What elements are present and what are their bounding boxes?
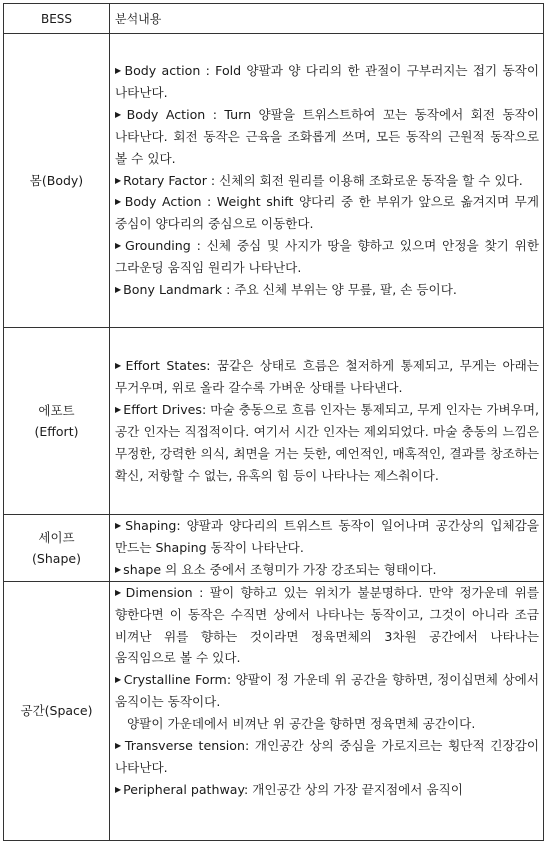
list-item: ▶ Bony Landmark : 주요 신체 부위는 양 무릎, 팔, 손 등이다.	[115, 282, 457, 298]
list-item: ▶ Body action : Fold 양팔과 양 다리의 한 관절이 구부러지는 접기 동작이 나타난다.	[115, 63, 539, 100]
list-item: ▶ Transverse tension: 개인공간 상의 중심을 가로지르는 횡단적 긴장감이 나타난다.	[115, 738, 539, 775]
category-label: 세이프	[38, 529, 75, 545]
list-item: ▶ Effort Drives: 마술 충동으로 흐름 인자는 통제되고, 무게 인자는 가벼우며, 공간 인자는 직접적이다. 여기서 시간 인자는 제외되었다. 마술 충동의 느낌은 무정한, 강력한 의식, 최면을 거는 듯한, 예언적인, 매혹적인, 결과를 창조하는 확신, 저항할 수 없는, 유혹의 힘 등이 나타나는 제스춰이다.	[115, 402, 540, 483]
triangle-bullet-icon: ▶	[115, 197, 123, 207]
triangle-bullet-icon: ▶	[115, 66, 123, 76]
list-item: ▶ Peripheral pathway: 개인공간 상의 가장 끝지점에서 움직이	[115, 781, 463, 797]
table-row	[4, 581, 544, 840]
triangle-bullet-icon: ▶	[115, 109, 125, 119]
list-item: ▶ Shaping: 양팔과 양다리의 트위스트 동작이 일어나며 공간상의 입체감을 만드는 Shaping 동작이 나타난다.	[115, 518, 539, 555]
list-item: 양팔이 가운데에서 비껴난 위 공간을 향하면 정육면체 공간이다.	[127, 716, 476, 732]
list-item: ▶ shape 의 요소 중에서 조형미가 가장 강조되는 형태이다.	[115, 561, 437, 577]
table-row	[4, 515, 544, 582]
content-cell-body	[110, 34, 544, 328]
list-item: ▶ Body Action : Turn 양팔을 트위스트하여 꼬는 동작에서 회전 동작이 나타난다. 회전 동작은 근육을 조화롭게 쓰며, 모든 동작의 근원적 동작으로 볼 수 있다.	[115, 106, 540, 166]
triangle-bullet-icon: ▶	[115, 405, 122, 415]
triangle-bullet-icon: ▶	[115, 175, 122, 185]
triangle-bullet-icon: ▶	[115, 285, 122, 295]
list-item: ▶ Dimension : 팔이 향하고 있는 위치가 불분명하다. 만약 정가운데 위를 향한다면 이 동작은 수직면 상에서 나타나는 동작이고, 그것이 아니라 조금 비껴난 위를 향하는 것이라면 정육면체의 3차원 공간에서 나타나는 움직임으로 볼 수 있다.	[115, 584, 539, 666]
header-bess: BESS	[4, 4, 110, 34]
category-cell-space	[4, 581, 110, 840]
triangle-bullet-icon: ▶	[115, 241, 123, 251]
list-item: ▶ Body Action : Weight shift 양다리 중 한 부위가 앞으로 옮겨지며 무게 중심이 양다리의 중심으로 이동한다.	[115, 194, 539, 232]
list-item: ▶ Rotary Factor : 신체의 회전 원리를 이용해 조화로운 동작을 할 수 있다.	[115, 172, 523, 188]
category-label: (Shape)	[32, 550, 81, 566]
triangle-bullet-icon: ▶	[115, 521, 124, 530]
triangle-bullet-icon: ▶	[115, 741, 123, 751]
category-label: 에포트	[38, 403, 75, 418]
category-label: (Effort)	[34, 424, 79, 439]
list-item: ▶ Effort States: 꿈같은 상태로 흐름은 철저하게 통제되고, 무게는 아래는 무거우며, 위로 올라 갈수록 가벼운 상태를 나타낸다.	[115, 358, 539, 396]
list-item: ▶ Crystalline Form: 양팔이 정 가운데 위 공간을 향하면, 정이십면체 상에서 움직이는 동작이다.	[115, 672, 539, 710]
category-label: 공간(Space)	[20, 703, 93, 719]
category-cell-body	[4, 34, 110, 328]
table-header-row	[4, 4, 544, 34]
list-item: ▶ Grounding : 신체 중심 및 사지가 땅을 향하고 있으며 안정을 찾기 위한 그라운딩 움직임 원리가 나타난다.	[115, 238, 539, 276]
triangle-bullet-icon: ▶	[115, 564, 122, 574]
category-cell-shape	[4, 515, 110, 582]
category-label: 몸(Body)	[29, 173, 84, 188]
bess-analysis-table	[3, 3, 544, 841]
table-row	[4, 34, 544, 328]
header-analysis-content: 분석내용	[110, 4, 544, 34]
triangle-bullet-icon: ▶	[115, 587, 124, 597]
content-cell-effort	[110, 328, 544, 515]
table-row	[4, 328, 544, 515]
content-cell-space	[110, 581, 544, 840]
category-cell-effort	[4, 328, 110, 515]
triangle-bullet-icon: ▶	[115, 784, 122, 794]
content-cell-shape	[110, 515, 544, 582]
triangle-bullet-icon: ▶	[115, 675, 122, 685]
triangle-bullet-icon: ▶	[115, 361, 124, 371]
